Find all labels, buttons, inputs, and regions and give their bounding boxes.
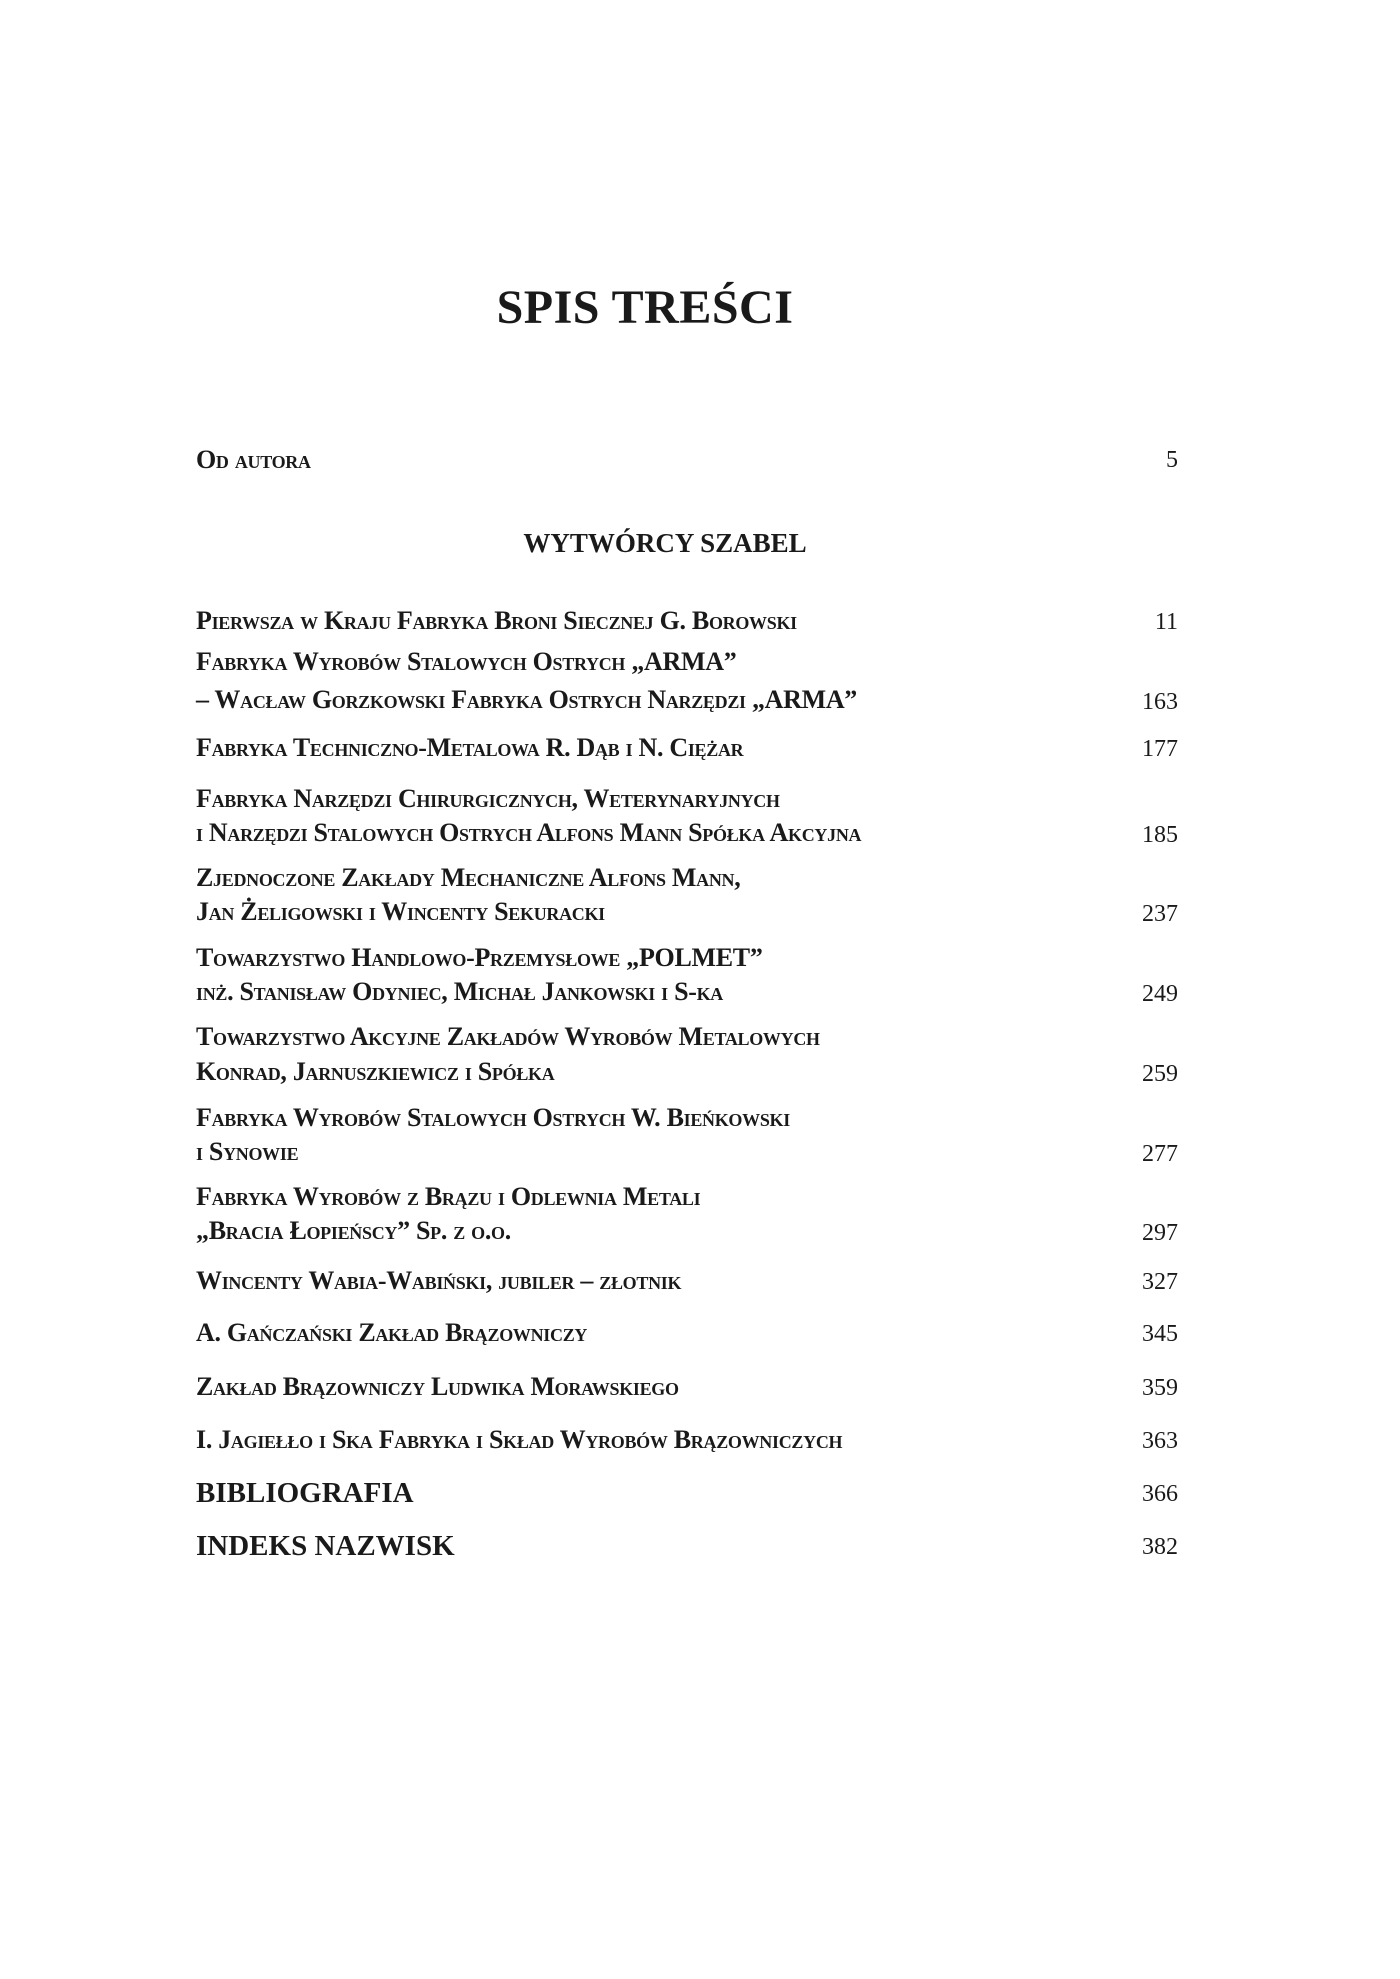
toc-page-number: 327 xyxy=(1142,1269,1178,1295)
toc-entry-line: inż. Stanisław Odyniec, Michał Jankowski i S-ka xyxy=(196,977,723,1006)
toc-entry-line: Fabryka Wyrobów z Brązu i Odlewnia Metali xyxy=(196,1182,701,1211)
toc-entry-line: – Wacław Gorzkowski Fabryka Ostrych Narzędzi „ARMA” xyxy=(196,685,858,714)
toc-entry-line: i Narzędzi Stalowych Ostrych Alfons Mann Spółka Akcyjna xyxy=(196,818,862,847)
toc-page-number: 5 xyxy=(1166,447,1178,473)
toc-page-number: 163 xyxy=(1142,689,1178,715)
toc-entry-line: Zakład Brązowniczy Ludwika Morawskiego xyxy=(196,1372,679,1401)
toc-entry-intro: Od autora xyxy=(196,445,311,474)
toc-entry-line: Wincenty Wabia-Wabiński, jubiler – złotnik xyxy=(196,1266,682,1295)
toc-entry-line: A. Gańczański Zakład Brązowniczy xyxy=(196,1318,588,1347)
toc-entry-line: Fabryka Narzędzi Chirurgicznych, Weterynaryjnych xyxy=(196,784,780,813)
toc-page-number: 259 xyxy=(1142,1061,1178,1087)
toc-page-number: 249 xyxy=(1142,981,1178,1007)
toc-entry-line: Fabryka Wyrobów Stalowych Ostrych „ARMA” xyxy=(196,647,737,676)
toc-entry-line: Towarzystwo Handlowo-Przemysłowe „POLMET” xyxy=(196,943,763,972)
section-heading: WYTWÓRCY SZABEL xyxy=(523,528,807,558)
toc-page-number: 177 xyxy=(1142,736,1178,762)
toc-entry-line: Konrad, Jarnuszkiewicz i Spółka xyxy=(196,1057,555,1086)
toc-entry-line: I. Jagiełło i Ska Fabryka i Skład Wyrobów Brązowniczych xyxy=(196,1425,843,1454)
toc-page-number: 277 xyxy=(1142,1141,1178,1167)
toc-page-number: 382 xyxy=(1142,1534,1178,1560)
toc-page-number: 297 xyxy=(1142,1220,1178,1246)
toc-page-number: 345 xyxy=(1142,1321,1178,1347)
toc-entry-line: Fabryka Techniczno-Metalowa R. Dąb i N. Ciężar xyxy=(196,733,744,762)
toc-entry-line: Jan Żeligowski i Wincenty Sekuracki xyxy=(196,897,605,926)
page-title: SPIS TREŚCI xyxy=(496,281,794,334)
toc-entry-line: „Bracia Łopieńscy” Sp. z o.o. xyxy=(196,1216,511,1245)
toc-page-number: 359 xyxy=(1142,1375,1178,1401)
toc-page-number: 11 xyxy=(1154,609,1178,635)
toc-entry-bibliography: BIBLIOGRAFIA xyxy=(196,1477,414,1509)
toc-entry-line: Fabryka Wyrobów Stalowych Ostrych W. Bieńkowski xyxy=(196,1103,790,1132)
toc-entry-line: Pierwsza w Kraju Fabryka Broni Siecznej G. Borowski xyxy=(196,606,797,635)
toc-page-number: 237 xyxy=(1142,901,1178,927)
toc-entry-index: INDEKS NAZWISK xyxy=(196,1530,455,1562)
toc-page-number: 366 xyxy=(1142,1481,1178,1507)
toc-entry-line: i Synowie xyxy=(196,1137,299,1166)
toc-page-number: 363 xyxy=(1142,1428,1178,1454)
toc-entry-line: Zjednoczone Zakłady Mechaniczne Alfons Mann, xyxy=(196,863,741,892)
toc-entry-line: Towarzystwo Akcyjne Zakładów Wyrobów Metalowych xyxy=(196,1022,820,1051)
toc-page-number: 185 xyxy=(1142,822,1178,848)
